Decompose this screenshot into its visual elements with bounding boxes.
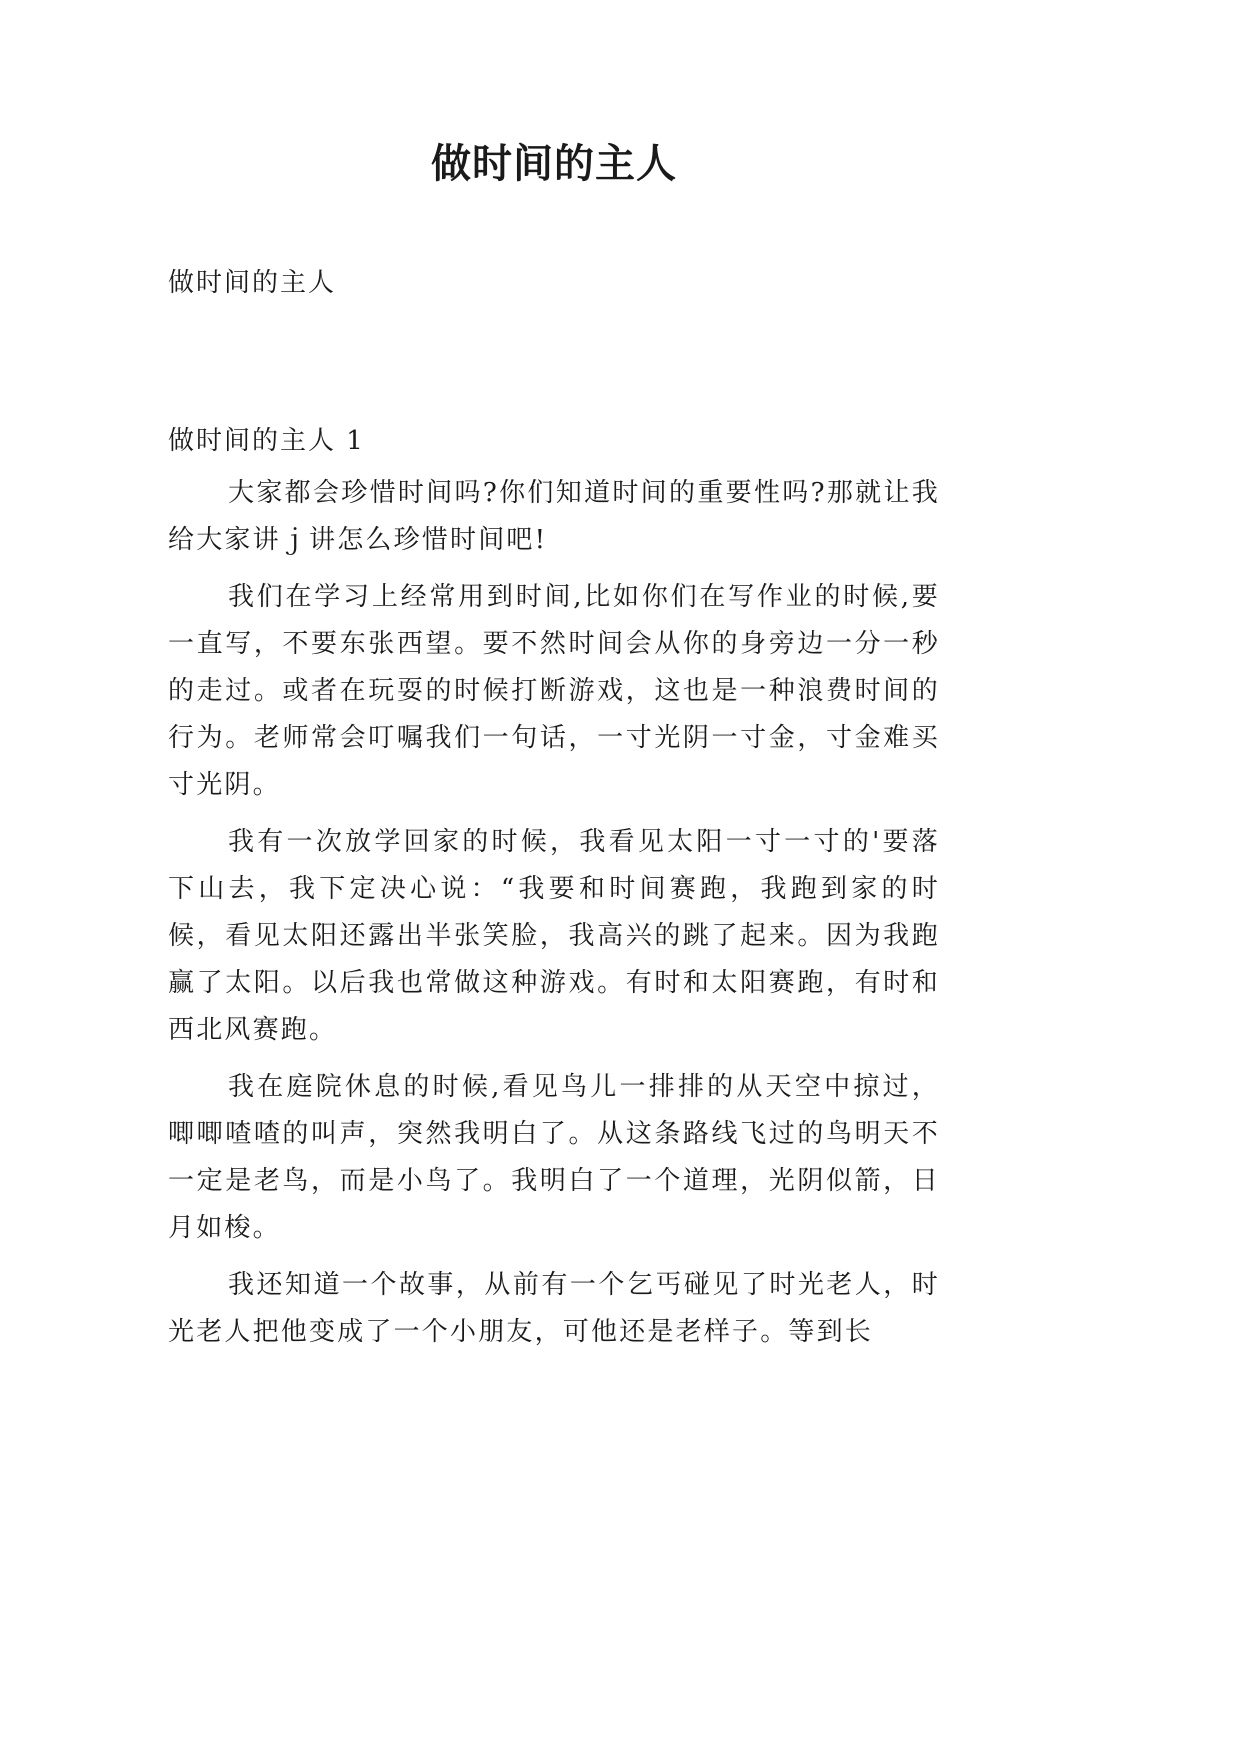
document-body <box>168 470 940 1366</box>
document-title: 做时间的主人 <box>431 141 677 187</box>
document-subtitle: 做时间的主人 <box>168 268 337 298</box>
section-heading: 做时间的主人 1 <box>168 426 365 456</box>
body-paragraph: 我有一次放学回家的时候，我看见太阳一寸一寸的'要落下山去，我下定决心说：“我要和时间赛跑，我跑到家的时候，看见太阳还露出半张笑脸，我高兴的跳了起来。因为我跑赢了太阳。以后我也常做这种游戏。有时和太阳赛跑，有时和西北风赛跑。 <box>168 827 940 1045</box>
body-paragraph: 大家都会珍惜时间吗?你们知道时间的重要性吗?那就让我给大家讲ｊ讲怎么珍惜时间吧! <box>168 478 940 555</box>
body-paragraph: 我们在学习上经常用到时间,比如你们在写作业的时候,要一直写，不要东张西望。要不然时间会从你的身旁边一分一秒的走过。或者在玩耍的时候打断游戏，这也是一种浪费时间的行为。老师常会叮嘱我们一句话，一寸光阴一寸金，寸金难买寸光阴。 <box>168 582 940 800</box>
body-paragraph: 我还知道一个故事，从前有一个乞丐碰见了时光老人，时光老人把他变成了一个小朋友，可他还是老样子。等到长 <box>168 1270 940 1347</box>
body-paragraph: 我在庭院休息的时候,看见鸟儿一排排的从天空中掠过，唧唧喳喳的叫声，突然我明白了。从这条路线飞过的鸟明天不一定是老鸟，而是小鸟了。我明白了一个道理，光阴似箭，日月如梭。 <box>168 1072 940 1243</box>
